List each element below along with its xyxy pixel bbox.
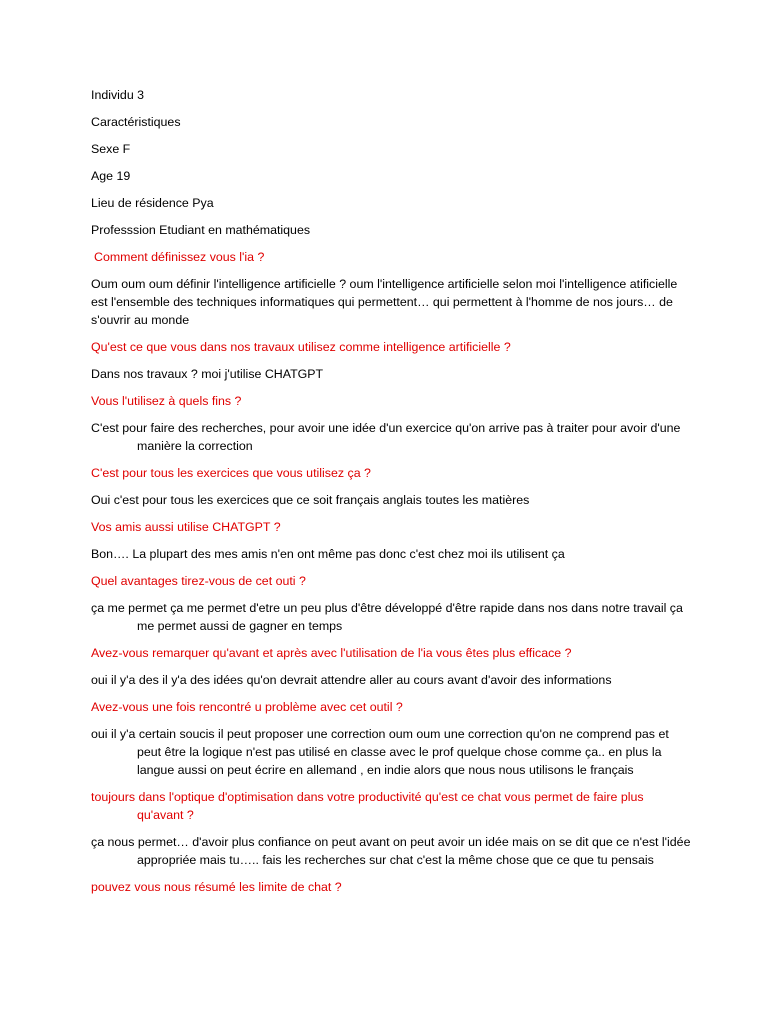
question-2: Qu'est ce que vous dans nos travaux utilisez comme intelligence artificielle ? [91, 340, 511, 354]
answer-9: ça nous permet… d'avoir plus confiance on peut avant on peut avoir un idée mais on se dit que ce n'est l'idée appropriée mais tu….. fais les recherches sur chat c'est la même chose que ce que tu pensais [91, 835, 691, 867]
answer-4: Oui c'est pour tous les exercices que ce soit français anglais toutes les matières [91, 493, 530, 507]
question-6: Quel avantages tirez-vous de cet outi ? [91, 574, 306, 588]
interview-transcript [91, 86, 691, 905]
caracteristiques-heading: Caractéristiques [91, 115, 181, 129]
question-5: Vos amis aussi utilise CHATGPT ? [91, 520, 281, 534]
question-3: Vous l'utilisez à quels fins ? [91, 394, 242, 408]
lieu-field: Lieu de résidence Pya [91, 196, 214, 210]
sexe-field: Sexe F [91, 142, 131, 156]
answer-1: Oum oum oum définir l'intelligence artificielle ? oum l'intelligence artificielle selon moi l'intelligence atificielle est l'ensemble des techniques informatiques qui permettent… qui permettent à l'homme de nos jours… de s'ouvrir au monde [91, 277, 678, 327]
answer-2: Dans nos travaux ? moi j'utilise CHATGPT [91, 367, 324, 381]
question-7: Avez-vous remarquer qu'avant et après avec l'utilisation de l'ia vous êtes plus efficace ? [91, 646, 572, 660]
individu-label: Individu 3 [91, 88, 145, 102]
answer-6: ça me permet ça me permet d'etre un peu plus d'être développé d'être rapide dans nos dans notre travail ça me permet aussi de gagner en temps [91, 601, 683, 633]
question-8: Avez-vous une fois rencontré u problème avec cet outil ? [91, 700, 403, 714]
question-1: Comment définissez vous l'ia ? [94, 250, 265, 264]
age-field: Age 19 [91, 169, 131, 183]
answer-7: oui il y'a des il y'a des idées qu'on devrait attendre aller au cours avant d'avoir des informations [91, 673, 612, 687]
answer-8: oui il y'a certain soucis il peut proposer une correction oum oum une correction qu'on ne comprend pas et peut être la logique n'est pas utilisé en classe avec le prof quelque chose comme ça.. en plus la langue aussi on peut écrire en allemand , en indie alors que nous nous utilisons le français [91, 727, 669, 777]
profession-field: Professsion Etudiant en mathématiques [91, 223, 311, 237]
question-10: pouvez vous nous résumé les limite de chat ? [91, 880, 342, 894]
question-4: C'est pour tous les exercices que vous utilisez ça ? [91, 466, 371, 480]
question-9: toujours dans l'optique d'optimisation dans votre productivité qu'est ce chat vous permet de faire plus qu'avant ? [91, 790, 644, 822]
answer-3: C'est pour faire des recherches, pour avoir une idée d'un exercice qu'on arrive pas à traiter pour avoir d'une manière la correction [91, 421, 681, 453]
answer-5: Bon…. La plupart des mes amis n'en ont même pas donc c'est chez moi ils utilisent ça [91, 547, 565, 561]
